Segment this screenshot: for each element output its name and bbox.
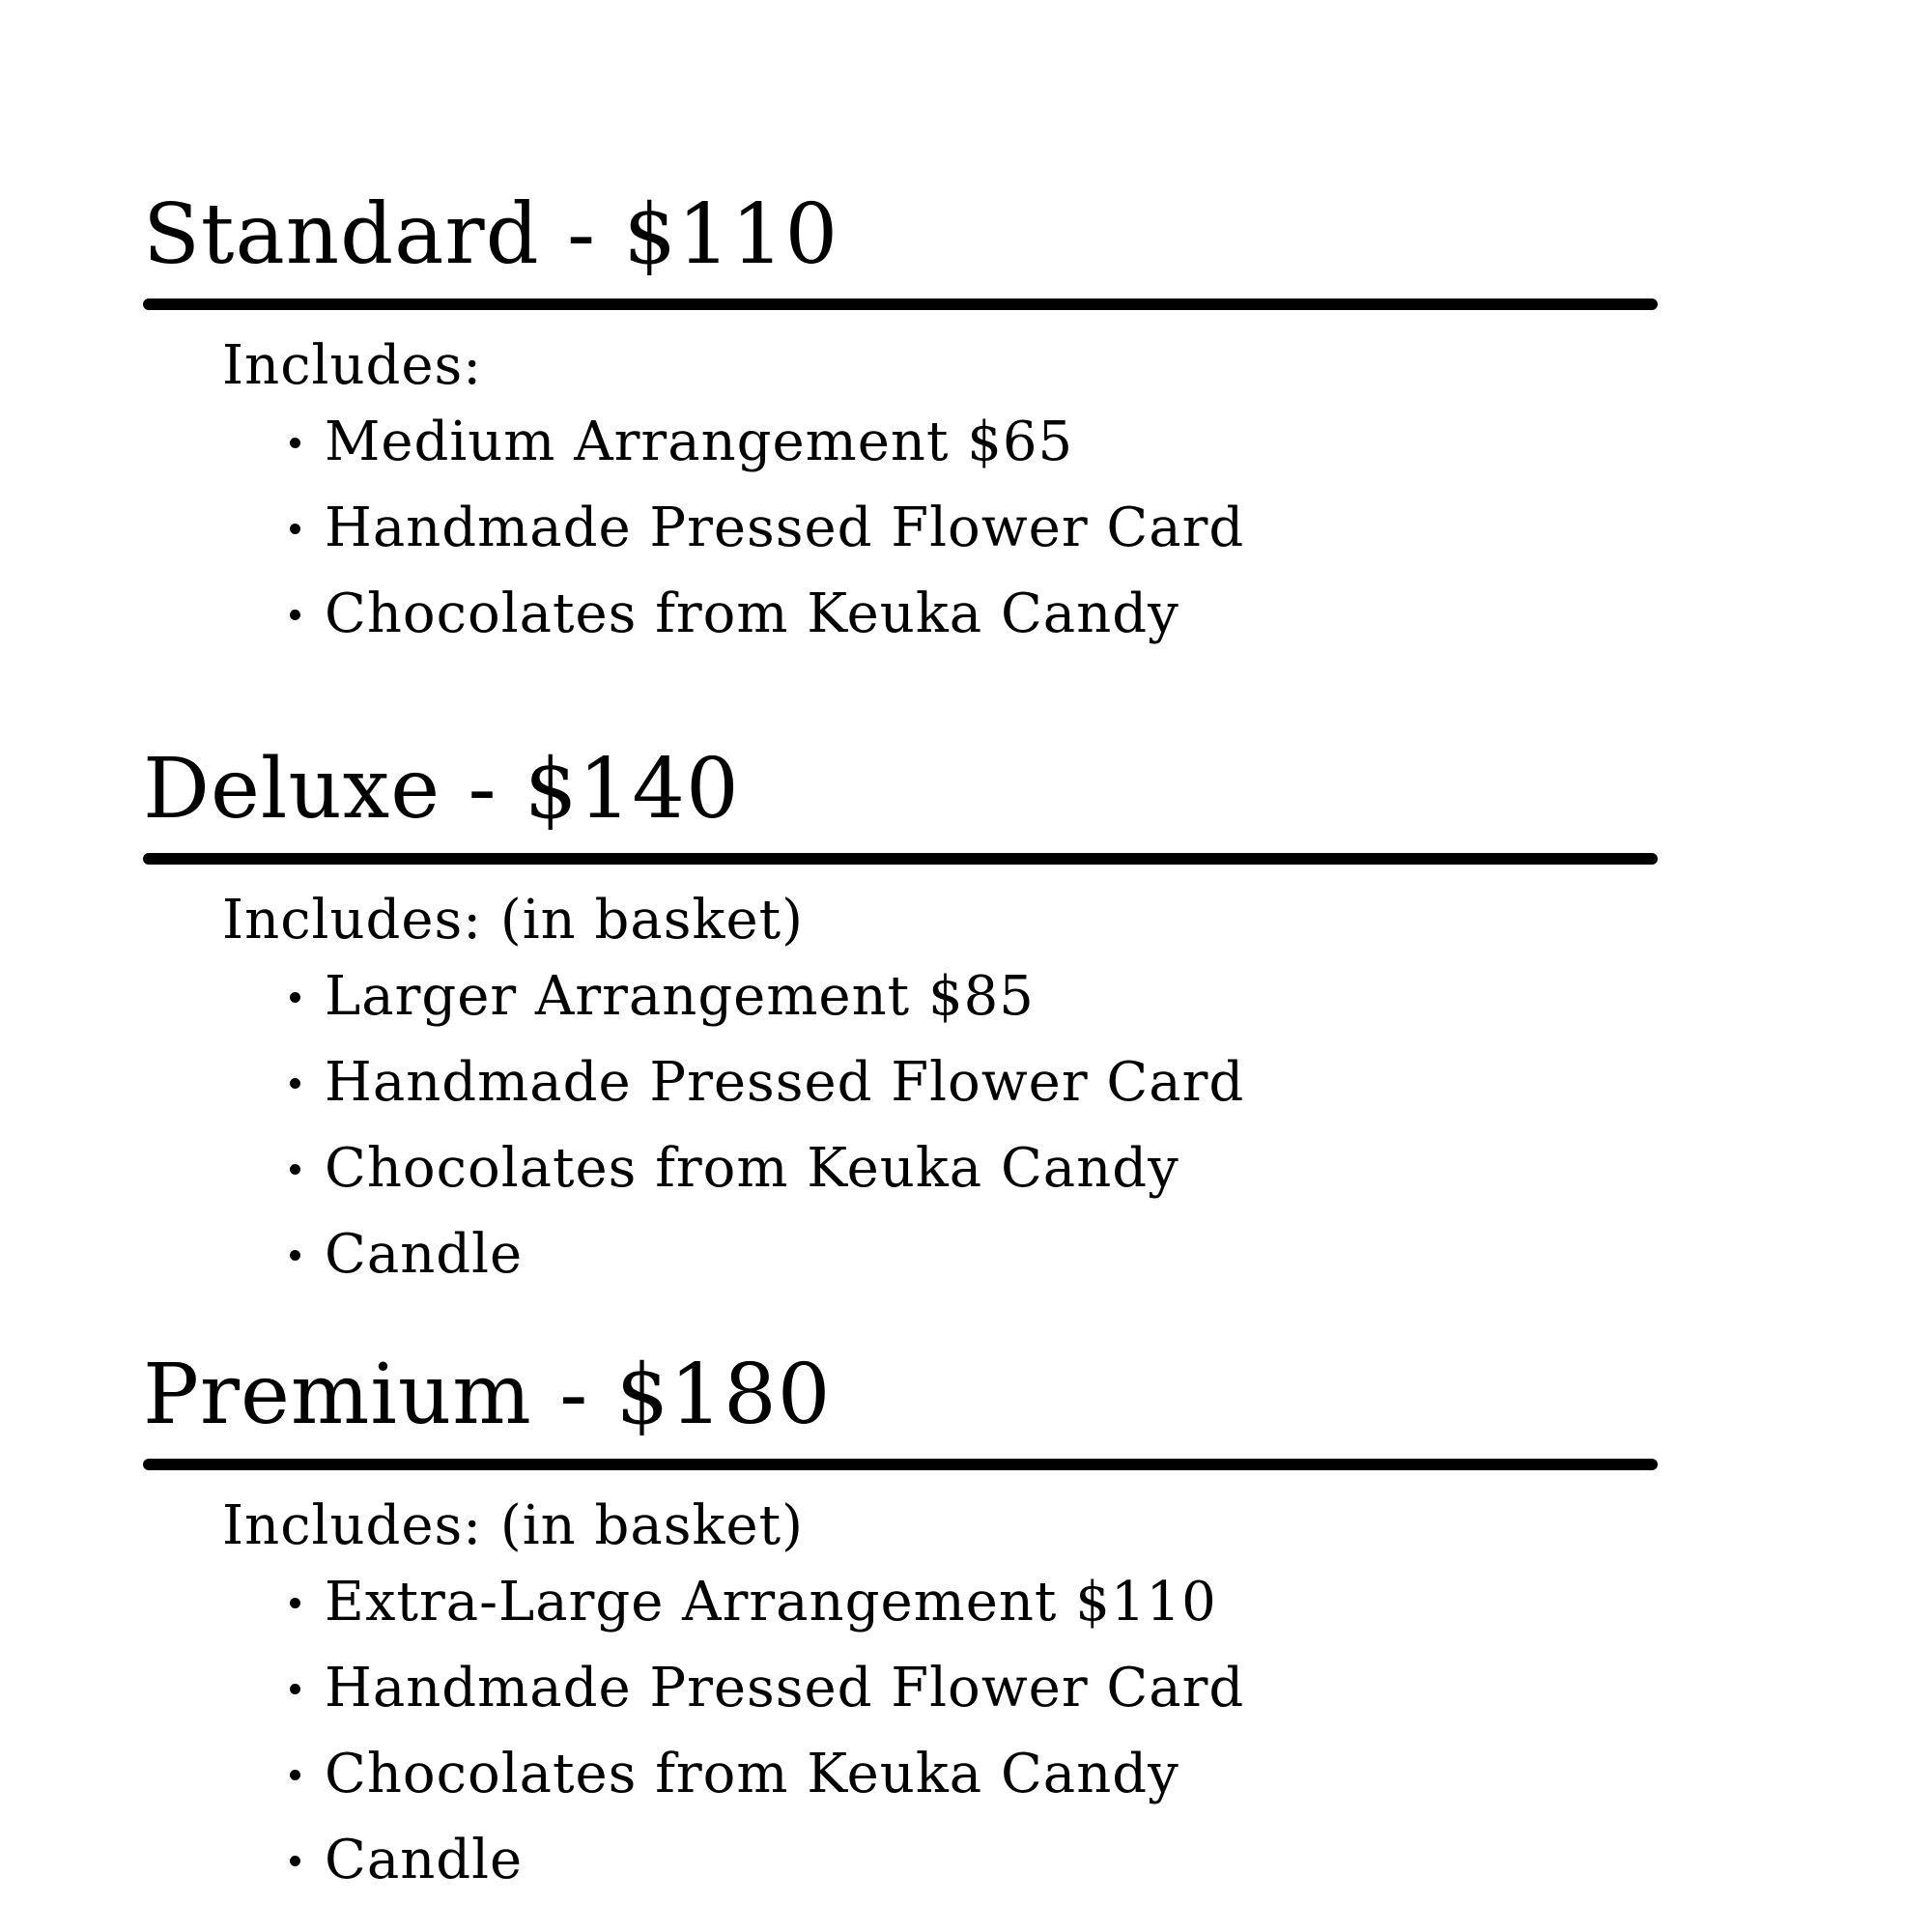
list-item (290, 571, 1660, 657)
items-list (290, 953, 1660, 1297)
divider-rule (143, 1459, 1658, 1470)
item-label: Medium Arrangement $65 (325, 411, 1074, 473)
bullet-icon (290, 1770, 300, 1780)
item-label: Handmade Pressed Flower Card (325, 497, 1245, 559)
bullet-icon (290, 1598, 300, 1608)
list-item (290, 1039, 1660, 1125)
list-item (290, 1817, 1660, 1903)
package-title: Standard - $110 (143, 186, 839, 283)
includes-label: Includes: (222, 334, 483, 397)
package-title: Premium - $180 (143, 1347, 832, 1443)
items-list (290, 399, 1660, 657)
divider-rule (143, 853, 1658, 865)
bullet-icon (290, 1250, 300, 1261)
bullet-icon (290, 992, 300, 1003)
item-label: Candle (325, 1829, 524, 1891)
bullet-icon (290, 1684, 300, 1694)
list-item (290, 1125, 1660, 1211)
item-label: Handmade Pressed Flower Card (325, 1657, 1245, 1719)
package-standard (143, 186, 1660, 657)
list-item (290, 399, 1660, 485)
bullet-icon (290, 610, 300, 620)
item-label: Handmade Pressed Flower Card (325, 1051, 1245, 1114)
list-item (290, 1645, 1660, 1731)
list-item (290, 485, 1660, 571)
includes-label: Includes: (in basket) (222, 889, 804, 952)
item-label: Chocolates from Keuka Candy (325, 1743, 1179, 1805)
item-label: Candle (325, 1223, 524, 1286)
package-premium (143, 1347, 1660, 1903)
package-title: Deluxe - $140 (143, 741, 740, 838)
bullet-icon (290, 1164, 300, 1175)
bullet-icon (290, 438, 300, 448)
list-item (290, 953, 1660, 1039)
list-item (290, 1559, 1660, 1645)
includes-label: Includes: (in basket) (222, 1494, 804, 1557)
list-item (290, 1211, 1660, 1297)
bullet-icon (290, 1078, 300, 1089)
items-list (290, 1559, 1660, 1903)
item-label: Extra-Large Arrangement $110 (325, 1571, 1217, 1634)
package-deluxe (143, 741, 1660, 1297)
divider-rule (143, 298, 1658, 310)
bullet-icon (290, 1856, 300, 1866)
list-item (290, 1731, 1660, 1817)
item-label: Chocolates from Keuka Candy (325, 582, 1179, 645)
item-label: Chocolates from Keuka Candy (325, 1137, 1179, 1200)
item-label: Larger Arrangement $85 (325, 965, 1035, 1028)
bullet-icon (290, 524, 300, 534)
